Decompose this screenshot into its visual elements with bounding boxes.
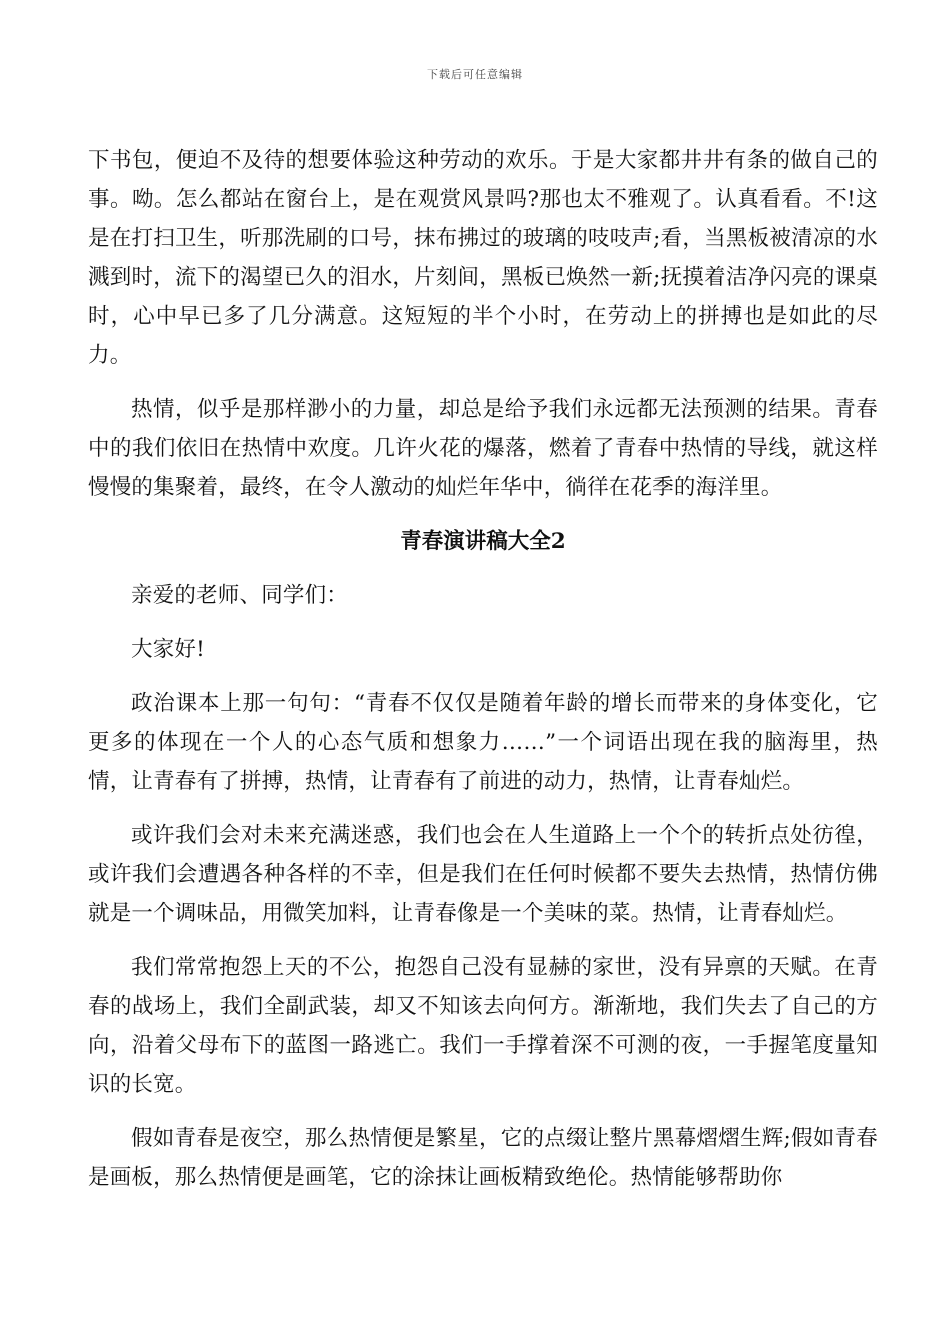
paragraph: 或许我们会对未来充满迷惑，我们也会在人生道路上一个个的转折点处彷徨，或许我们会遭遇各种各样的不幸，但是我们在任何时候都不要失去热情，热情仿佛就是一个调味品，用微笑加料，让青春像是一个美味的菜。热情，让青春灿烂。: [88, 823, 878, 926]
greeting: 大家好!: [131, 637, 205, 662]
paragraph: 热情，似乎是那样渺小的力量，却总是给予我们永远都无法预测的结果。青春中的我们依旧在热情中欢度。几许火花的爆落，燃着了青春中热情的导线，就这样慢慢的集聚着，最终，在令人激动的灿烂年华中，徜徉在花季的海洋里。: [88, 397, 878, 500]
paragraph: 下书包，便迫不及待的想要体验这种劳动的欢乐。于是大家都井井有条的做自己的事。呦。怎么都站在窗台上，是在观赏风景吗?那也太不雅观了。认真看看。不!这是在打扫卫生，听那洗刷的口号，抹布拂过的玻璃的吱吱声;看，当黑板被清凉的水溅到时，流下的渴望已久的泪水，片刻间，黑板已焕然一新;抚摸着洁净闪亮的课桌时，心中早已多了几分满意。这短短的半个小时，在劳动上的拼搏也是如此的尽力。: [88, 148, 878, 368]
section-title: 青春演讲稿大全2: [400, 529, 566, 554]
salutation: 亲爱的老师、同学们：: [131, 583, 349, 608]
paragraph: 我们常常抱怨上天的不公，抱怨自己没有显赫的家世，没有异禀的天赋。在青春的战场上，我们全副武装，却又不知该去向何方。渐渐地，我们失去了自己的方向，沿着父母布下的蓝图一路逃亡。我们一手撑着深不可测的夜，一手握笔度量知识的长宽。: [88, 955, 878, 1097]
document-body: [88, 141, 878, 1197]
header-note: 下载后可任意编辑: [427, 68, 523, 81]
paragraph: 假如青春是夜空，那么热情便是繁星，它的点缀让整片黑幕熠熠生辉;假如青春是画板，那么热情便是画笔，它的涂抹让画板精致绝伦。热情能够帮助你: [88, 1126, 878, 1190]
paragraph: 政治课本上那一句句：“青春不仅仅是随着年龄的增长而带来的身体变化，它更多的体现在一个人的心态气质和想象力……”一个词语出现在我的脑海里，热情，让青春有了拼搏，热情，让青春有了前进的动力，热情，让青春灿烂。: [88, 691, 878, 794]
